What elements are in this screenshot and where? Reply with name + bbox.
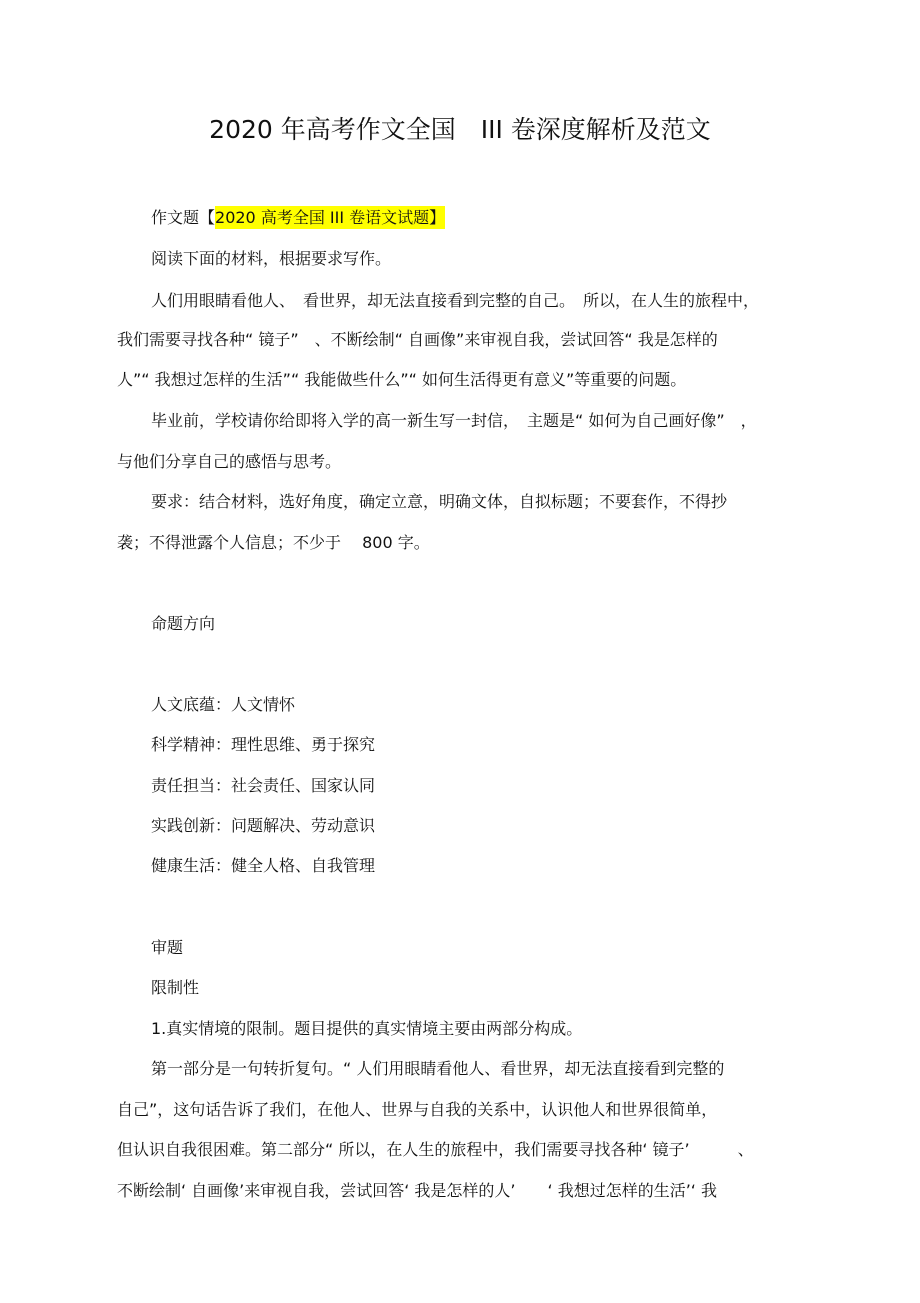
prompt-instruction: 阅读下面的材料，根据要求写作。 [151, 249, 392, 268]
prompt-label [151, 206, 841, 230]
material-line-2: 我们需要寻找各种“ 镜子” 、不断绘制“ 自画像”来审视自我，尝试回答“ 我是怎样的 [117, 330, 718, 349]
direction-heading: 命题方向 [151, 614, 216, 633]
document-title: 2020 年高考作文全国 III 卷深度解析及范文 [209, 115, 711, 144]
review-heading: 审题 [151, 938, 184, 957]
review-paragraph-line-1: 第一部分是一句转折复句。“ 人们用眼睛看他人、看世界，却无法直接看到完整的 [151, 1059, 725, 1078]
direction-item: 健康生活：健全人格、自我管理 [151, 856, 376, 875]
review-point-1: 1.真实情境的限制。题目提供的真实情境主要由两部分构成。 [151, 1019, 583, 1038]
material-line-1: 人们用眼睛看他人、 看世界，却无法直接看到完整的自己。 所以，在人生的旅程中， [151, 291, 760, 310]
direction-item: 实践创新：问题解决、劳动意识 [151, 816, 376, 835]
review-paragraph-line-4: 不断绘制‘ 自画像’来审视自我，尝试回答‘ 我是怎样的人’ ‘ 我想过怎样的生活’‘ 我 [117, 1181, 717, 1200]
task-line-1: 毕业前，学校请你给即将入学的高一新生写一封信， 主题是“ 如何为自己画好像” ， [151, 411, 757, 430]
requirements-line-1: 要求：结合材料，选好角度，确定立意，明确文体，自拟标题；不要套作，不得抄 [151, 492, 728, 511]
material-line-3: 人”“ 我想过怎样的生活”“ 我能做些什么”“ 如何生活得更有意义”等重要的问题。 [117, 370, 687, 389]
review-subheading: 限制性 [151, 978, 200, 997]
review-paragraph-line-2: 自己”，这句话告诉了我们，在他人、世界与自我的关系中，认识他人和世界很简单， [117, 1100, 718, 1119]
requirements-line-2: 袭；不得泄露个人信息；不少于 800 字。 [117, 533, 430, 552]
direction-item: 科学精神：理性思维、勇于探究 [151, 735, 376, 754]
prompt-source-highlight: 2020 高考全国 III 卷语文试题】 [215, 208, 446, 227]
direction-item: 责任担当：社会责任、国家认同 [151, 776, 376, 795]
task-line-2: 与他们分享自己的感悟与思考。 [117, 452, 342, 471]
prompt-label-prefix: 作文题【 [151, 208, 216, 227]
review-paragraph-line-3: 但认识自我很困难。第二部分“ 所以，在人生的旅程中，我们需要寻找各种‘ 镜子’ 、 [117, 1140, 754, 1159]
direction-item: 人文底蕴：人文情怀 [151, 695, 296, 714]
